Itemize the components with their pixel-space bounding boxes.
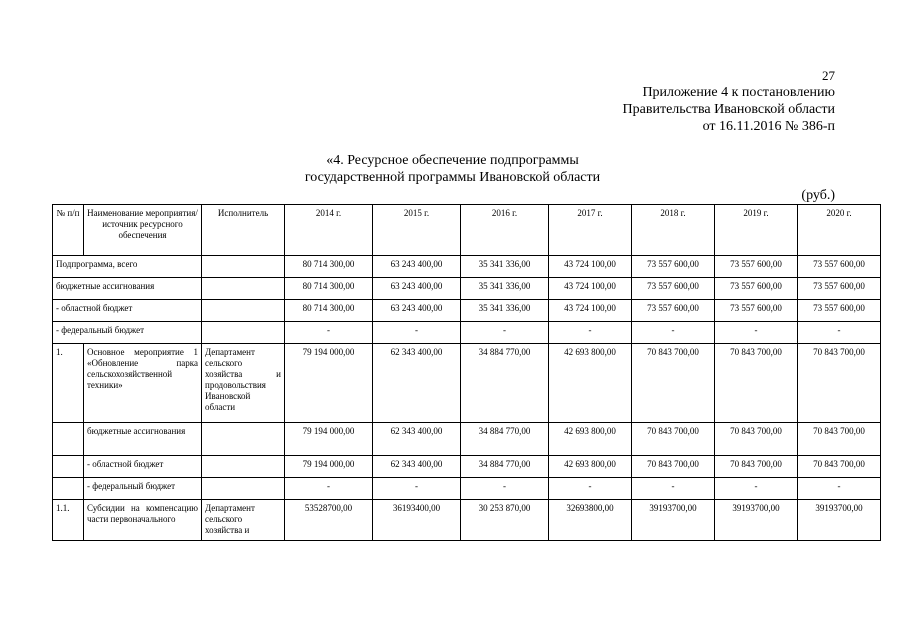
value-2018: 70 843 700,00 bbox=[632, 344, 715, 423]
document-title bbox=[0, 152, 905, 186]
value-2018: 73 557 600,00 bbox=[632, 256, 715, 278]
row-executor-cell bbox=[202, 456, 285, 478]
value-2016: 35 341 336,00 bbox=[461, 300, 549, 322]
value-2018: - bbox=[632, 322, 715, 344]
value-2017: 43 724 100,00 bbox=[549, 300, 632, 322]
value-2019: 70 843 700,00 bbox=[715, 344, 798, 423]
value-2015: 63 243 400,00 bbox=[373, 256, 461, 278]
value-2017: - bbox=[549, 322, 632, 344]
value-2020: 39193700,00 bbox=[798, 500, 881, 541]
value-2020: - bbox=[798, 478, 881, 500]
value-2020: - bbox=[798, 322, 881, 344]
header-cell-2020: 2020 г. bbox=[798, 205, 881, 256]
value-2014: 80 714 300,00 bbox=[285, 300, 373, 322]
value-2018: 70 843 700,00 bbox=[632, 423, 715, 456]
row-name-cell: - областной бюджет bbox=[53, 300, 202, 322]
value-2014: 53528700,00 bbox=[285, 500, 373, 541]
value-2015: 62 343 400,00 bbox=[373, 423, 461, 456]
value-2016: - bbox=[461, 322, 549, 344]
row-name-cell: Субсидии на компенсацию части первоначального bbox=[84, 500, 202, 541]
value-2014: 80 714 300,00 bbox=[285, 256, 373, 278]
value-2014: 79 194 000,00 bbox=[285, 456, 373, 478]
row-name-cell: бюджетные ассигнования bbox=[84, 423, 202, 456]
page-number: 27 bbox=[822, 68, 835, 83]
table-row bbox=[53, 322, 881, 344]
currency-unit: (руб.) bbox=[801, 188, 835, 203]
value-2014: - bbox=[285, 322, 373, 344]
value-2017: - bbox=[549, 478, 632, 500]
value-2020: 73 557 600,00 bbox=[798, 278, 881, 300]
value-2019: 39193700,00 bbox=[715, 500, 798, 541]
value-2019: 70 843 700,00 bbox=[715, 456, 798, 478]
value-2016: 35 341 336,00 bbox=[461, 278, 549, 300]
value-2018: 39193700,00 bbox=[632, 500, 715, 541]
header-cell-2017: 2017 г. bbox=[549, 205, 632, 256]
value-2014: 79 194 000,00 bbox=[285, 344, 373, 423]
table-row bbox=[53, 456, 881, 478]
value-2018: 73 557 600,00 bbox=[632, 300, 715, 322]
header-cell-no: № п/п bbox=[53, 205, 84, 256]
appendix-reference bbox=[623, 84, 835, 135]
row-name-cell: - федеральный бюджет bbox=[84, 478, 202, 500]
row-executor-cell bbox=[202, 300, 285, 322]
value-2017: 32693800,00 bbox=[549, 500, 632, 541]
value-2020: 73 557 600,00 bbox=[798, 300, 881, 322]
value-2018: - bbox=[632, 478, 715, 500]
row-executor-cell: Департамент сельского хозяйства и продовольствия Ивановской области bbox=[202, 344, 285, 423]
value-2015: 36193400,00 bbox=[373, 500, 461, 541]
row-number-cell bbox=[53, 456, 84, 478]
appendix-line-2: Правительства Ивановской области bbox=[622, 102, 835, 117]
row-executor-cell: Департамент сельского хозяйства и bbox=[202, 500, 285, 541]
row-executor-cell bbox=[202, 256, 285, 278]
table-row bbox=[53, 423, 881, 456]
header-cell-2016: 2016 г. bbox=[461, 205, 549, 256]
value-2015: 62 343 400,00 bbox=[373, 456, 461, 478]
value-2015: 63 243 400,00 bbox=[373, 300, 461, 322]
row-number-cell bbox=[53, 423, 84, 456]
table-header-row bbox=[53, 205, 881, 256]
row-name-cell: - федеральный бюджет bbox=[53, 322, 202, 344]
value-2017: 43 724 100,00 bbox=[549, 256, 632, 278]
header-cell-2015: 2015 г. bbox=[373, 205, 461, 256]
value-2019: 73 557 600,00 bbox=[715, 278, 798, 300]
row-name-cell: бюджетные ассигнования bbox=[53, 278, 202, 300]
title-line-2: государственной программы Ивановской области bbox=[304, 170, 601, 185]
value-2016: 34 884 770,00 bbox=[461, 344, 549, 423]
table-row bbox=[53, 256, 881, 278]
value-2019: - bbox=[715, 478, 798, 500]
value-2015: - bbox=[373, 478, 461, 500]
header-cell-2019: 2019 г. bbox=[715, 205, 798, 256]
row-executor-cell bbox=[202, 322, 285, 344]
value-2014: - bbox=[285, 478, 373, 500]
appendix-line-1: Приложение 4 к постановлению bbox=[642, 85, 835, 100]
value-2014: 80 714 300,00 bbox=[285, 278, 373, 300]
table-row bbox=[53, 278, 881, 300]
row-name-cell: Основное мероприятие 1 «Обновление парка сельскохозяйственной техники» bbox=[84, 344, 202, 423]
table-row bbox=[53, 300, 881, 322]
value-2015: 63 243 400,00 bbox=[373, 278, 461, 300]
value-2019: 70 843 700,00 bbox=[715, 423, 798, 456]
row-number-cell: 1. bbox=[53, 344, 84, 423]
value-2017: 42 693 800,00 bbox=[549, 456, 632, 478]
table-row bbox=[53, 500, 881, 541]
value-2015: - bbox=[373, 322, 461, 344]
header-cell-executor: Исполнитель bbox=[202, 205, 285, 256]
row-executor-cell bbox=[202, 423, 285, 456]
table-row bbox=[53, 344, 881, 423]
value-2020: 70 843 700,00 bbox=[798, 456, 881, 478]
value-2018: 70 843 700,00 bbox=[632, 456, 715, 478]
value-2017: 42 693 800,00 bbox=[549, 344, 632, 423]
row-name-cell: Подпрограмма, всего bbox=[53, 256, 202, 278]
value-2020: 73 557 600,00 bbox=[798, 256, 881, 278]
header-cell-2018: 2018 г. bbox=[632, 205, 715, 256]
value-2017: 43 724 100,00 bbox=[549, 278, 632, 300]
value-2015: 62 343 400,00 bbox=[373, 344, 461, 423]
value-2017: 42 693 800,00 bbox=[549, 423, 632, 456]
header-cell-2014: 2014 г. bbox=[285, 205, 373, 256]
value-2016: - bbox=[461, 478, 549, 500]
row-number-cell: 1.1. bbox=[53, 500, 84, 541]
value-2016: 35 341 336,00 bbox=[461, 256, 549, 278]
row-name-cell: - областной бюджет bbox=[84, 456, 202, 478]
value-2018: 73 557 600,00 bbox=[632, 278, 715, 300]
value-2016: 34 884 770,00 bbox=[461, 456, 549, 478]
value-2014: 79 194 000,00 bbox=[285, 423, 373, 456]
header-cell-name: Наименование мероприятия/источник ресурсного обеспечения bbox=[84, 205, 202, 256]
value-2019: 73 557 600,00 bbox=[715, 256, 798, 278]
value-2020: 70 843 700,00 bbox=[798, 344, 881, 423]
title-line-1: «4. Ресурсное обеспечение подпрограммы bbox=[326, 153, 579, 168]
value-2019: - bbox=[715, 322, 798, 344]
row-executor-cell bbox=[202, 278, 285, 300]
table-row bbox=[53, 478, 881, 500]
value-2020: 70 843 700,00 bbox=[798, 423, 881, 456]
row-executor-cell bbox=[202, 478, 285, 500]
resource-table bbox=[52, 204, 881, 541]
row-number-cell bbox=[53, 478, 84, 500]
value-2016: 34 884 770,00 bbox=[461, 423, 549, 456]
value-2016: 30 253 870,00 bbox=[461, 500, 549, 541]
appendix-line-3: от 16.11.2016 № 386-п bbox=[702, 119, 835, 134]
value-2019: 73 557 600,00 bbox=[715, 300, 798, 322]
